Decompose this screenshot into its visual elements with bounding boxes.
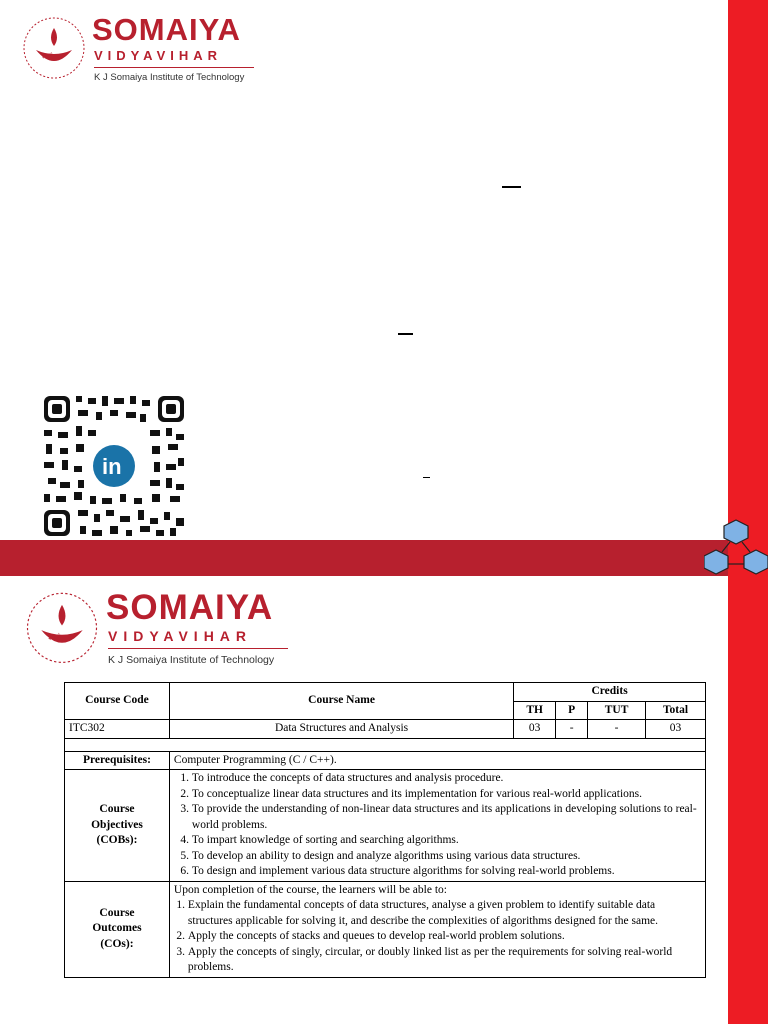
brand-name: SOMAIYA: [106, 588, 274, 627]
syllabus-slide: [0, 576, 768, 1024]
somaiya-logo: [14, 10, 264, 88]
chain-link-cubes-icon: [704, 518, 768, 576]
outcomes-intro: Upon completion of the course, the learners will be able to:: [173, 883, 447, 896]
svg-text:ज्ञानं: ज्ञानं: [48, 632, 60, 642]
credit-th: 03: [514, 720, 556, 739]
objectives-label: [65, 770, 170, 882]
logo-divider: [94, 67, 254, 68]
table-row: [65, 720, 706, 739]
institute-name: K J Somaiya Institute of Technology: [94, 72, 245, 83]
course-syllabus-table: [64, 682, 706, 978]
spacer-row: [65, 738, 706, 751]
header-tut: TUT: [588, 701, 646, 720]
list-item: 3. To provide the understanding of non-linear data structures and its applications in developing solutions to real-world problems.: [192, 802, 701, 833]
accent-side-bar: [728, 576, 768, 1024]
table-row: [65, 751, 706, 770]
brand-name: SOMAIYA: [92, 12, 241, 47]
header-th: TH: [514, 701, 556, 720]
institute-name: K J Somaiya Institute of Technology: [108, 654, 275, 666]
header-p: P: [556, 701, 588, 720]
list-item: 3. Apply the concepts of singly, circular, or doubly linked list as per the requirements for solving real-world problems.: [188, 945, 701, 976]
course-name: Data Structures and Analysis: [169, 720, 513, 739]
svg-text:ज्ञानं: ज्ञानं: [42, 52, 53, 60]
dash-mark: [398, 333, 413, 335]
outcomes-label-line: Outcomes: [92, 922, 142, 935]
outcomes-label-line: Course: [99, 906, 135, 919]
table-header-row: [65, 683, 706, 702]
list-item: 2. To conceptualize linear data structures and its implementation for various real-world applications.: [192, 787, 701, 803]
table-row: [65, 881, 706, 977]
dash-mark: [423, 477, 430, 478]
footer-band: [0, 540, 728, 576]
outcomes-list: [174, 898, 701, 976]
credit-p: -: [556, 720, 588, 739]
list-item: 6. To design and implement various data structure algorithms for solving real-world problems.: [192, 864, 701, 880]
brand-subname: VIDYAVIHAR: [108, 628, 253, 644]
prerequisites-value: Computer Programming (C / C++).: [169, 751, 705, 770]
objectives-label-line: Objectives: [91, 818, 143, 831]
list-item: 4. To impart knowledge of sorting and searching algorithms.: [192, 833, 701, 849]
course-code: ITC302: [65, 720, 170, 739]
diya-emblem-icon: [14, 10, 94, 88]
header-total: Total: [646, 701, 706, 720]
outcomes-list-cell: [169, 881, 705, 977]
header-course-name: Course Name: [169, 683, 513, 720]
objectives-label-line: Course: [99, 803, 135, 815]
diya-emblem-icon: [16, 584, 108, 674]
linkedin-qr-code[interactable]: [40, 392, 188, 540]
qr-pattern: [40, 392, 188, 540]
logo-divider: [108, 648, 288, 649]
objectives-list: [174, 771, 701, 880]
header-credits: Credits: [514, 683, 706, 702]
outcomes-label-line: (COs):: [100, 937, 134, 950]
list-item: 5. To develop an ability to design and analyze algorithms using various data structures.: [192, 849, 701, 865]
outcomes-label: [65, 881, 170, 977]
somaiya-logo: [16, 584, 306, 674]
table-row: [65, 770, 706, 882]
accent-side-bar: [728, 0, 768, 576]
dash-mark: [502, 186, 521, 188]
objectives-label-line: (COBs):: [96, 834, 138, 846]
header-course-code: Course Code: [65, 683, 170, 720]
credit-tut: -: [588, 720, 646, 739]
list-item: 2. Apply the concepts of stacks and queues to develop real-world problem solutions.: [188, 929, 701, 945]
svg-text:in: in: [102, 454, 122, 479]
objectives-list-cell: [169, 770, 705, 882]
credit-total: 03: [646, 720, 706, 739]
list-item: 1. Explain the fundamental concepts of data structures, analyse a given problem to identify suitable data structures applicable for solving it, and describe the complexities of algorithms designed for the same.: [188, 898, 701, 929]
list-item: 1. To introduce the concepts of data structures and analysis procedure.: [192, 771, 701, 787]
prerequisites-label: Prerequisites:: [65, 751, 170, 770]
brand-subname: VIDYAVIHAR: [94, 48, 223, 63]
